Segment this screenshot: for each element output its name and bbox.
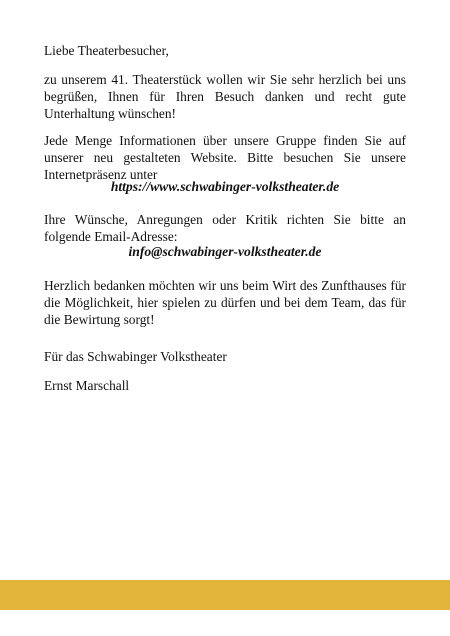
letter-body — [44, 0, 406, 636]
email-link[interactable]: info@schwabinger-volkstheater.de — [128, 244, 322, 259]
signature: Ernst Marschall — [44, 378, 130, 393]
paragraph-welcome: zu unserem 41. Theaterstück wollen wir Sie sehr herzlich bei uns begrüßen, Ihnen für Ihren Besuch danken und recht gute Unterhaltung wünschen! — [44, 72, 406, 121]
paragraph-website-info: Jede Menge Informationen über unsere Gruppe finden Sie auf unserer neu gestalteten Website. Bitte besuchen Sie unsere Internetpräsenz unter — [44, 133, 406, 182]
paragraph-feedback: Ihre Wünsche, Anregungen oder Kritik richten Sie bitte an folgende Email-Adresse: — [44, 212, 406, 244]
salutation: Liebe Theaterbesucher, — [44, 43, 169, 58]
closing-line: Für das Schwabinger Volkstheater — [44, 349, 227, 364]
footer-band — [0, 580, 450, 610]
paragraph-thanks: Herzlich bedanken möchten wir uns beim Wirt des Zunfthauses für die Möglichkeit, hier spielen zu dürfen und bei dem Team, das für die Bewirtung sorgt! — [44, 278, 406, 327]
website-link[interactable]: https://www.schwabinger-volkstheater.de — [110, 179, 340, 194]
